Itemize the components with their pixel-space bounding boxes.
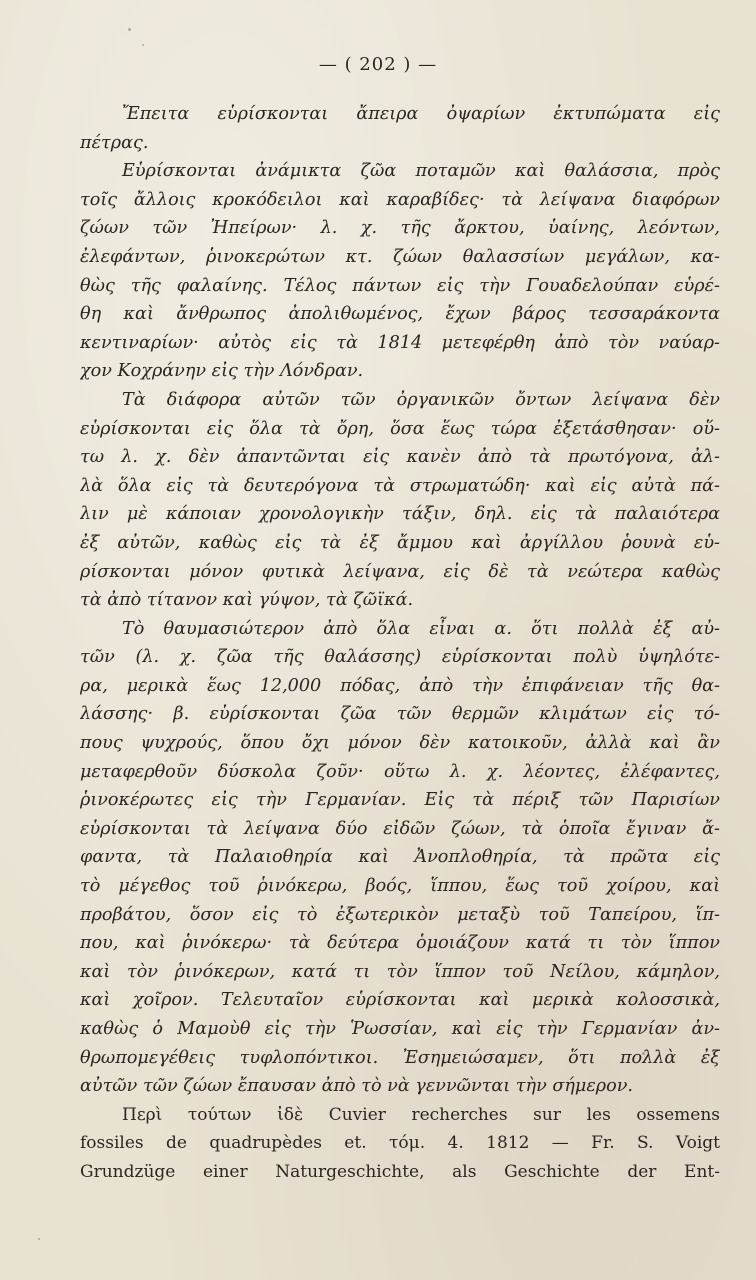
- text-line: τὸ μέγεθος τοῦ ῥινόκερω, βοός, ἵππου, ἕως τοῦ χοίρου, καὶ: [80, 876, 720, 897]
- text-line: Τὸ θαυμασιώτερον ἀπὸ ὅλα εἶναι α. ὅτι πολλὰ ἐξ αὐ-: [122, 618, 720, 639]
- text-line: φαντα, τὰ Παλαιοθηρία καὶ Ἀνοπλοθηρία, τὰ πρῶτα εἰς: [80, 847, 720, 868]
- text-line: ἐξ αὐτῶν, καθὼς εἰς τὰ ἐξ ἄμμου καὶ ἀργίλλου ῥουνὰ εὑ-: [80, 532, 720, 553]
- text-line: προβάτου, ὅσον εἰς τὸ ἐξωτερικὸν μεταξὺ τοῦ Ταπείρου, ἵπ-: [80, 904, 720, 925]
- text-line: κεντιναρίων· αὐτὸς εἰς τὰ 1814 μετεφέρθη ἀπὸ τὸν ναύαρ-: [80, 332, 720, 353]
- paragraph-marvels: [80, 615, 720, 1101]
- text-line: τὰ ἀπὸ τίτανον καὶ γύψον, τὰ ζῶϊκά.: [80, 590, 414, 611]
- text-line: καὶ χοῖρον. Τελευταῖον εὑρίσκονται καὶ μερικὰ κολοσσικὰ,: [80, 990, 720, 1011]
- text-line: χον Κοχράνην εἰς τὴν Λόνδραν.: [80, 361, 364, 382]
- text-line: ρίσκονται μόνον φυτικὰ λείψανα, εἰς δὲ τὰ νεώτερα καθὼς: [80, 561, 720, 582]
- text-line: τω λ. χ. δὲν ἀπαντῶνται εἰς κανὲν ἀπὸ τὰ πρωτόγονα, ἀλ-: [80, 447, 720, 468]
- paper-speck: [128, 28, 131, 31]
- text-line: λιν μὲ κάποιαν χρονολογικὴν τάξιν, δηλ. εἰς τὰ παλαιότερα: [80, 504, 720, 525]
- paper-speck: [142, 44, 144, 46]
- text-line: τῶν (λ. χ. ζῶα τῆς θαλάσσης) εὑρίσκονται πολὺ ὑψηλότε-: [80, 647, 720, 668]
- body-text: [80, 100, 720, 1187]
- text-line: πέτρας.: [80, 132, 149, 153]
- text-line: που, καὶ ῥινόκερω· τὰ δεύτερα ὁμοιάζουν κατά τι τὸν ἵππον: [80, 933, 720, 954]
- text-line: ῥινοκέρωτες εἰς τὴν Γερμανίαν. Εἰς τὰ πέριξ τῶν Παρισίων: [80, 790, 720, 811]
- text-line: εὑρίσκονται εἰς ὅλα τὰ ὄρη, ὅσα ἕως τώρα ἐξετάσθησαν· οὕ-: [80, 418, 720, 439]
- text-line: Περὶ τούτων ἰδὲ Cuvier recherches sur les ossemens: [122, 1104, 720, 1125]
- text-line: ρα, μερικὰ ἕως 12,000 πόδας, ἀπὸ τὴν ἐπιφάνειαν τῆς θα-: [80, 675, 720, 696]
- text-line: λάσσης· β. εὑρίσκονται ζῶα τῶν θερμῶν κλιμάτων εἰς τό-: [80, 704, 720, 725]
- text-line: εὑρίσκονται τὰ λείψανα δύο εἰδῶν ζώων, τὰ ὁποῖα ἔγιναν ἄ-: [80, 818, 720, 839]
- text-line: λὰ ὅλα εἰς τὰ δευτερόγονα τὰ στρωματώδη· καὶ εἰς αὐτὰ πά-: [80, 475, 720, 496]
- paragraph-fossil-fish: [80, 100, 720, 157]
- text-line: θρωπομεγέθεις τυφλοπόντικοι. Ἐσημειώσαμεν, ὅτι πολλὰ ἐξ: [80, 1047, 720, 1068]
- text-line: θὼς τῆς φαλαίνης. Τέλος πάντων εἰς τὴν Γουαδελούπαν εὑρέ-: [80, 275, 720, 296]
- text-line: καὶ τὸν ῥινόκερων, κατά τι τὸν ἵππον τοῦ Νείλου, κάμηλον,: [80, 961, 720, 982]
- text-line: καθὼς ὁ Μαμοὺθ εἰς τὴν Ῥωσσίαν, καὶ εἰς τὴν Γερμανίαν ἀν-: [80, 1019, 720, 1039]
- paragraph-references: [80, 1101, 720, 1187]
- paragraph-organic-remains: [80, 386, 720, 615]
- text-line: ζώων τῶν Ἠπείρων· λ. χ. τῆς ἄρκτου, ὑαίνης, λεόντων,: [80, 218, 720, 239]
- text-line: Εὑρίσκονται ἀνάμικτα ζῶα ποταμῶν καὶ θαλάσσια, πρὸς: [122, 161, 720, 182]
- text-line: αὐτῶν τῶν ζώων ἔπαυσαν ἀπὸ τὸ νὰ γεννῶνται τὴν σήμερον.: [80, 1076, 634, 1097]
- paper-speck: [642, 1052, 645, 1055]
- text-line: ἐλεφάντων, ῥινοκερώτων κτ. ζώων θαλασσίων μεγάλων, κα-: [80, 246, 720, 267]
- text-line: Τὰ διάφορα αὐτῶν τῶν ὀργανικῶν ὄντων λείψανα δὲν: [122, 389, 720, 410]
- text-line: πους ψυχρούς, ὅπου ὄχι μόνον δὲν κατοικοῦν, ἀλλὰ καὶ ἂν: [80, 733, 720, 754]
- paragraph-mixed-animals: [80, 157, 720, 386]
- text-line: μεταφερθοῦν δύσκολα ζοῦν· οὕτω λ. χ. λέοντες, ἐλέφαντες,: [80, 761, 720, 782]
- text-line: Grundzüge einer Naturgeschichte, als Geschichte der Ent-: [80, 1161, 720, 1182]
- page-number-header: — ( 202 ) —: [318, 54, 438, 75]
- text-line: τοῖς ἄλλοις κροκόδειλοι καὶ καραβίδες· τὰ λείψανα διαφόρων: [80, 189, 720, 210]
- text-line: Ἔπειτα εὑρίσκονται ἄπειρα ὀψαρίων ἐκτυπώματα εἰς: [122, 104, 720, 124]
- text-line: θη καὶ ἄνθρωπος ἀπολιθωμένος, ἔχων βάρος τεσσαράκοντα: [80, 304, 720, 325]
- paper-speck: [38, 1238, 40, 1240]
- text-line: fossiles de quadrupèdes et. τόμ. 4. 1812 — Fr. S. Voigt: [80, 1133, 720, 1154]
